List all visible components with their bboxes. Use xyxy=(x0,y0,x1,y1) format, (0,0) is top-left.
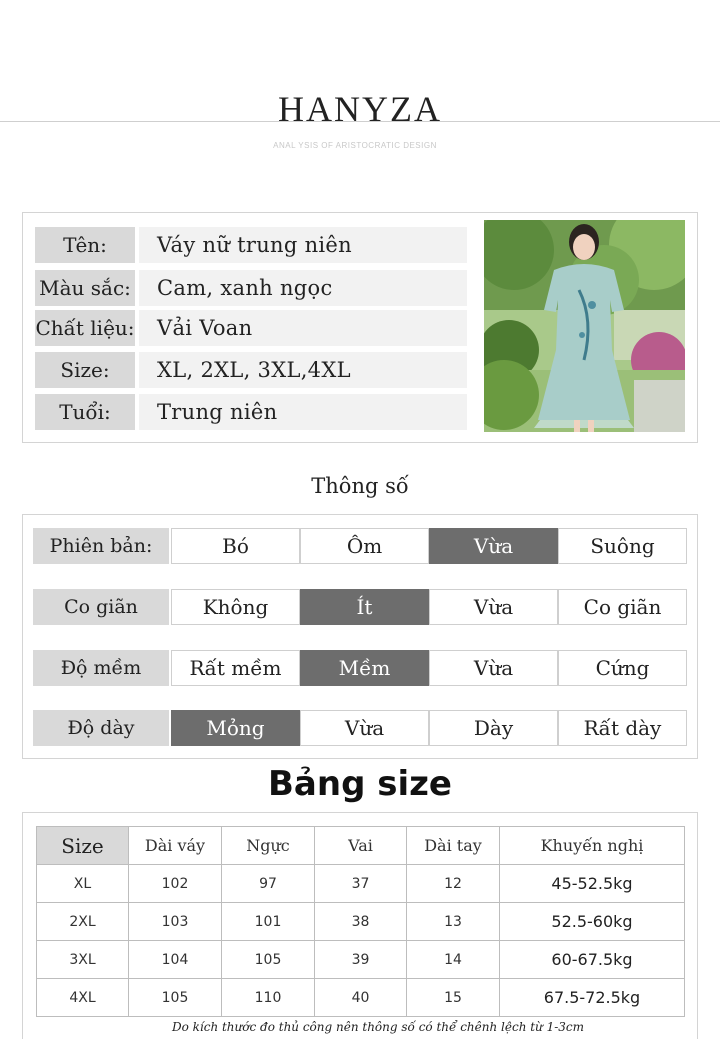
table-cell: 14 xyxy=(407,941,500,979)
spec-option: Suông xyxy=(558,528,687,564)
table-header-cell: Khuyến nghị xyxy=(500,827,685,865)
info-value: Váy nữ trung niên xyxy=(139,227,467,263)
brand-title: HANYZA xyxy=(278,89,442,129)
spec-option: Ôm xyxy=(300,528,429,564)
info-row-age xyxy=(35,394,467,430)
table-cell: XL xyxy=(37,865,129,903)
spec-option-selected: Mỏng xyxy=(171,710,300,746)
table-cell: 105 xyxy=(222,941,315,979)
spec-label: Độ mềm xyxy=(33,650,169,686)
table-cell: 15 xyxy=(407,979,500,1017)
spec-label: Co giãn xyxy=(33,589,169,625)
spec-option: Bó xyxy=(171,528,300,564)
spec-option-selected: Ít xyxy=(300,589,429,625)
info-label: Chất liệu: xyxy=(35,310,135,346)
size-table xyxy=(36,826,685,1017)
spec-option: Vừa xyxy=(429,650,558,686)
table-header-cell: Size xyxy=(37,827,129,865)
info-row-color xyxy=(35,270,467,306)
table-header-row xyxy=(37,827,685,865)
info-label: Tên: xyxy=(35,227,135,263)
table-cell: 103 xyxy=(129,903,222,941)
table-cell: 45-52.5kg xyxy=(500,865,685,903)
spec-option: Co giãn xyxy=(558,589,687,625)
spec-option: Rất mềm xyxy=(171,650,300,686)
info-label: Màu sắc: xyxy=(35,270,135,306)
table-cell: 105 xyxy=(129,979,222,1017)
table-cell: 67.5-72.5kg xyxy=(500,979,685,1017)
table-cell: 38 xyxy=(315,903,407,941)
info-value: Trung niên xyxy=(139,394,467,430)
spec-option: Dày xyxy=(429,710,558,746)
spec-option-selected: Vừa xyxy=(429,528,558,564)
table-cell: 4XL xyxy=(37,979,129,1017)
brand-tagline: ANAL YSIS OF ARISTOCRATIC DESIGN xyxy=(273,141,437,150)
info-label: Size: xyxy=(35,352,135,388)
table-cell: 37 xyxy=(315,865,407,903)
table-cell: 60-67.5kg xyxy=(500,941,685,979)
table-cell: 3XL xyxy=(37,941,129,979)
specs-box xyxy=(22,514,698,759)
size-note: Do kích thước đo thủ công nên thông số có thể chênh lệch từ 1-3cm xyxy=(171,1020,585,1034)
info-label: Tuổi: xyxy=(35,394,135,430)
info-value: Vải Voan xyxy=(139,310,467,346)
spec-option: Vừa xyxy=(429,589,558,625)
specs-title: Thông số xyxy=(311,474,409,498)
info-value: XL, 2XL, 3XL,4XL xyxy=(139,352,467,388)
product-info-box xyxy=(22,212,698,443)
table-row xyxy=(37,865,685,903)
table-header-cell: Dài váy xyxy=(129,827,222,865)
size-table-title: Bảng size xyxy=(268,764,452,804)
info-row-size xyxy=(35,352,467,388)
spec-option: Cứng xyxy=(558,650,687,686)
table-header-cell: Vai xyxy=(315,827,407,865)
info-row-material xyxy=(35,310,467,346)
table-row xyxy=(37,903,685,941)
table-row xyxy=(37,941,685,979)
spec-option: Không xyxy=(171,589,300,625)
table-cell: 40 xyxy=(315,979,407,1017)
table-cell: 52.5-60kg xyxy=(500,903,685,941)
spec-label: Độ dày xyxy=(33,710,169,746)
spec-option: Vừa xyxy=(300,710,429,746)
table-cell: 39 xyxy=(315,941,407,979)
table-cell: 110 xyxy=(222,979,315,1017)
table-header-cell: Ngực xyxy=(222,827,315,865)
spec-option: Rất dày xyxy=(558,710,687,746)
table-row xyxy=(37,979,685,1017)
table-cell: 2XL xyxy=(37,903,129,941)
size-table-box xyxy=(22,812,698,1039)
spec-label: Phiên bản: xyxy=(33,528,169,564)
product-photo xyxy=(484,220,685,432)
table-cell: 12 xyxy=(407,865,500,903)
table-cell: 13 xyxy=(407,903,500,941)
table-cell: 97 xyxy=(222,865,315,903)
table-cell: 104 xyxy=(129,941,222,979)
table-header-cell: Dài tay xyxy=(407,827,500,865)
table-cell: 102 xyxy=(129,865,222,903)
table-cell: 101 xyxy=(222,903,315,941)
spec-option-selected: Mềm xyxy=(300,650,429,686)
info-value: Cam, xanh ngọc xyxy=(139,270,467,306)
info-row-name xyxy=(35,227,467,263)
